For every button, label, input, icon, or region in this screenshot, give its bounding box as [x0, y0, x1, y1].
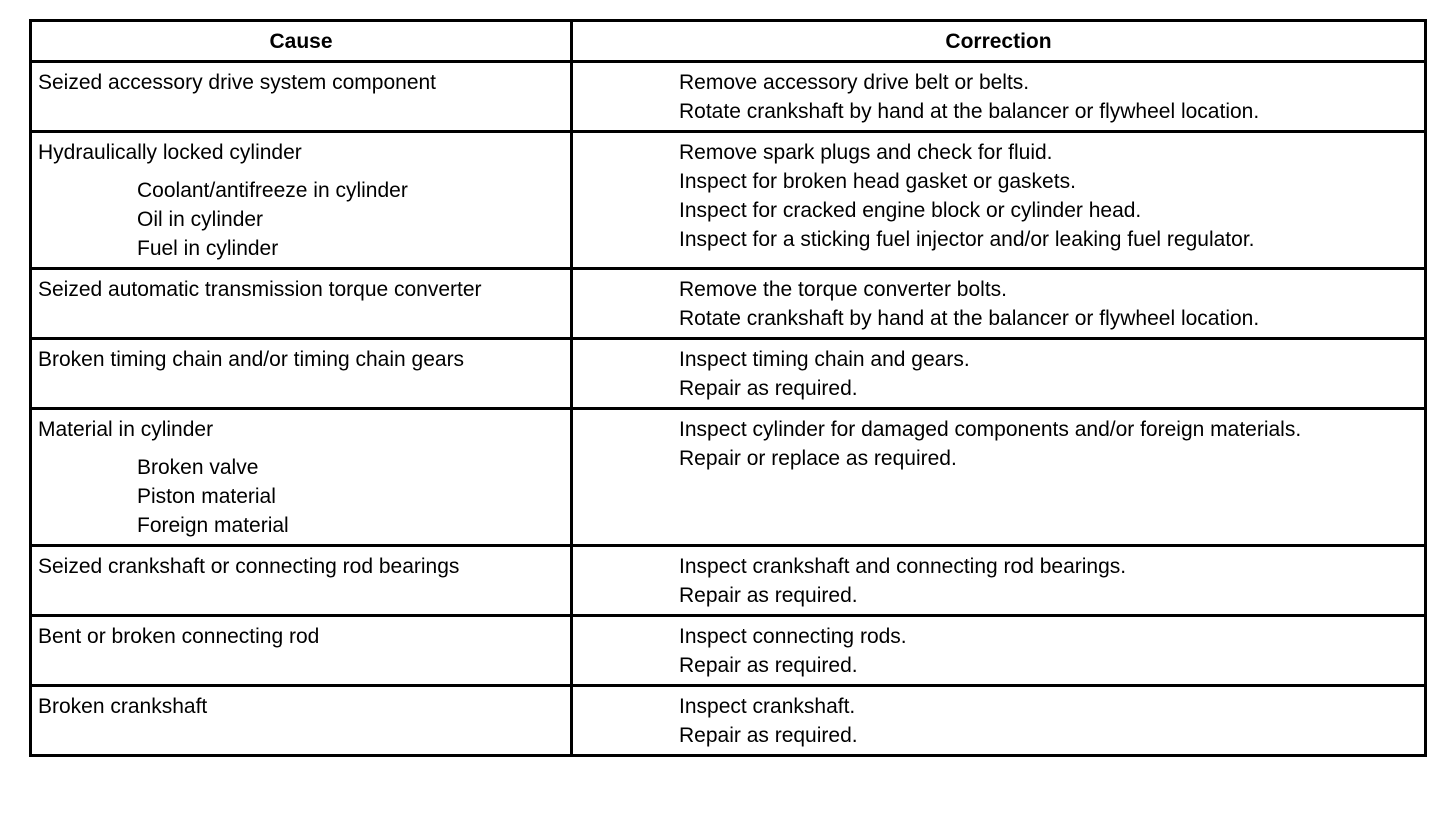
- correction-cell: [572, 616, 1426, 686]
- cause-cell: [31, 686, 572, 756]
- sub-cause: Piston material: [137, 485, 276, 508]
- sub-cause: Oil in cylinder: [137, 208, 264, 231]
- cause-text: Broken crankshaft: [38, 695, 208, 718]
- cause-cell: [31, 616, 572, 686]
- correction-step: Inspect for cracked engine block or cylinder head.: [679, 199, 1142, 222]
- correction-step: Inspect crankshaft and connecting rod bearings.: [679, 555, 1127, 578]
- correction-cell: [572, 339, 1426, 409]
- correction-step: Remove spark plugs and check for fluid.: [679, 141, 1053, 164]
- correction-step: Inspect crankshaft.: [679, 695, 856, 718]
- correction-step: Rotate crankshaft by hand at the balancer or flywheel location.: [679, 307, 1260, 330]
- table-row: [31, 409, 1426, 546]
- correction-step: Repair or replace as required.: [679, 447, 957, 470]
- diagnostic-table: [29, 19, 1427, 757]
- cause-cell: [31, 546, 572, 616]
- sub-cause-list: [38, 453, 570, 540]
- sub-cause: Fuel in cylinder: [137, 237, 279, 260]
- cause-cell: [31, 62, 572, 132]
- sub-cause-list: [38, 176, 570, 263]
- correction-step: Inspect for broken head gasket or gaskets.: [679, 170, 1076, 193]
- correction-step: Inspect for a sticking fuel injector and/or leaking fuel regulator.: [679, 228, 1255, 251]
- cause-text: Hydraulically locked cylinder: [38, 141, 302, 164]
- correction-step: Remove accessory drive belt or belts.: [679, 71, 1030, 94]
- correction-step: Repair as required.: [679, 724, 858, 747]
- cause-text: Bent or broken connecting rod: [38, 625, 320, 648]
- correction-step: Inspect timing chain and gears.: [679, 348, 970, 371]
- correction-cell: [572, 409, 1426, 546]
- sub-cause: Foreign material: [137, 514, 289, 537]
- cause-text: Seized automatic transmission torque converter: [38, 278, 482, 301]
- cause-cell: [31, 132, 572, 269]
- table-row: [31, 339, 1426, 409]
- cause-cell: [31, 409, 572, 546]
- correction-step: Inspect cylinder for damaged components and/or foreign materials.: [679, 418, 1302, 441]
- correction-cell: [572, 132, 1426, 269]
- sub-cause: Coolant/antifreeze in cylinder: [137, 179, 408, 202]
- correction-cell: [572, 269, 1426, 339]
- table-row: [31, 686, 1426, 756]
- correction-step: Inspect connecting rods.: [679, 625, 907, 648]
- table-row: [31, 269, 1426, 339]
- correction-step: Repair as required.: [679, 584, 858, 607]
- table-row: [31, 62, 1426, 132]
- correction-step: Rotate crankshaft by hand at the balancer or flywheel location.: [679, 100, 1260, 123]
- cause-text: Material in cylinder: [38, 418, 214, 441]
- cause-text: Seized crankshaft or connecting rod bearings: [38, 555, 460, 578]
- header-cause: Cause: [31, 21, 572, 62]
- correction-step: Repair as required.: [679, 377, 858, 400]
- table-row: [31, 132, 1426, 269]
- correction-step: Repair as required.: [679, 654, 858, 677]
- header-row: [31, 21, 1426, 62]
- cause-cell: [31, 339, 572, 409]
- cause-text: Broken timing chain and/or timing chain gears: [38, 348, 465, 371]
- correction-cell: [572, 62, 1426, 132]
- header-correction: Correction: [572, 21, 1426, 62]
- cause-text: Seized accessory drive system component: [38, 71, 437, 94]
- sub-cause: Broken valve: [137, 456, 259, 479]
- table-row: [31, 616, 1426, 686]
- correction-cell: [572, 546, 1426, 616]
- cause-cell: [31, 269, 572, 339]
- correction-step: Remove the torque converter bolts.: [679, 278, 1008, 301]
- table-row: [31, 546, 1426, 616]
- correction-cell: [572, 686, 1426, 756]
